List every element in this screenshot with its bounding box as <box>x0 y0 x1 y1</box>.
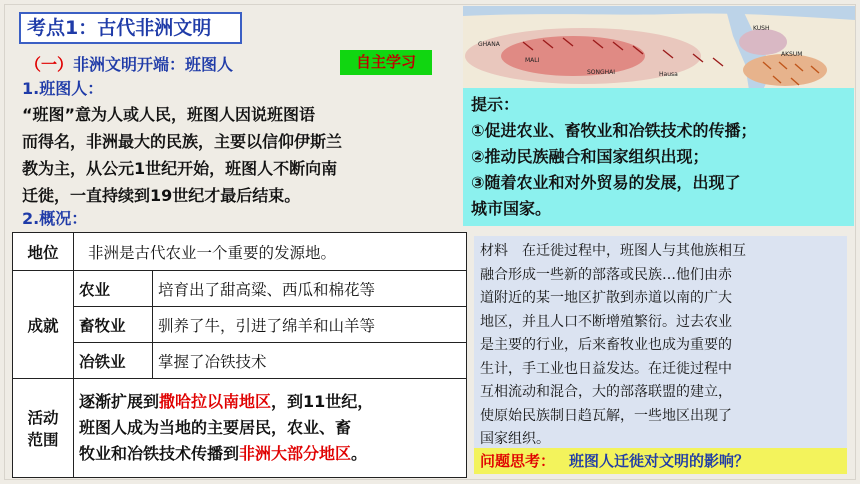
material-line: 道附近的某一地区扩散到赤道以南的广大 <box>480 290 732 306</box>
hint-box <box>463 88 854 226</box>
table-row <box>13 271 467 307</box>
achievement-name: 农业 <box>74 271 153 307</box>
achievement-name: 畜牧业 <box>74 307 153 343</box>
scope-text <box>74 379 467 478</box>
hint-label: 提示： <box>471 95 520 114</box>
scope-text-part: 逐渐扩展到 <box>79 392 160 411</box>
overview-table <box>12 232 467 478</box>
question-label: 问题思考： <box>480 452 556 470</box>
table-row <box>13 233 467 271</box>
scope-text-part: ，到11世纪， <box>271 392 374 411</box>
scope-text-part: 班图人成为当地的主要居民，农业、畜 <box>79 418 352 437</box>
hint-item: ①促进农业、畜牧业和冶铁技术的传播； <box>471 121 757 140</box>
material-line: 材料 在迁徙过程中，班图人与其他族相互 <box>480 243 746 259</box>
achievement-text: 培育出了甜高粱、西瓜和棉花等 <box>153 271 467 307</box>
material-line: 国家组织。 <box>480 431 550 447</box>
africa-map-image <box>463 6 855 90</box>
description-line: 迁徙，一直持续到19世纪才最后结束。 <box>22 186 301 205</box>
section1-heading: 1.班图人： <box>22 79 104 98</box>
material-line: 互相流动和混合，大的部落联盟的建立， <box>480 384 732 400</box>
slide-title: 考点1：古代非洲文明 <box>19 12 242 44</box>
location-text: 非洲是古代农业一个重要的发源地。 <box>74 233 467 271</box>
scope-label <box>13 379 74 478</box>
table-row <box>13 379 467 478</box>
scope-highlight: 撒哈拉以南地区 <box>159 392 272 411</box>
scope-label-line: 活动 <box>27 409 59 427</box>
subtitle <box>25 52 233 75</box>
subtitle-prefix: （一） <box>25 55 74 74</box>
material-line: 融合形成一些新的部落或民族…他们由赤 <box>480 266 732 283</box>
material-box <box>474 236 847 448</box>
achievement-name: 冶铁业 <box>74 343 153 379</box>
map-svg <box>463 6 855 90</box>
table-row <box>13 307 467 343</box>
question-box <box>474 448 847 474</box>
scope-label-line: 范围 <box>27 431 59 449</box>
subtitle-text: 非洲文明开端：班图人 <box>73 55 234 74</box>
map-label: MALI <box>525 57 540 64</box>
description-line: 教为主，从公元1世纪开始，班图人不断向南 <box>22 159 338 178</box>
hint-item: ③随着农业和对外贸易的发展，出现了 <box>471 173 741 192</box>
map-label: SONGHAI <box>587 69 616 76</box>
material-line: 是主要的行业，后来畜牧业也成为重要的 <box>480 337 732 353</box>
achievement-text: 驯养了牛，引进了绵羊和山羊等 <box>153 307 467 343</box>
map-label: AKSUM <box>781 51 803 58</box>
description-line: 而得名，非洲最大的民族，主要以信仰伊斯兰 <box>22 132 343 151</box>
map-label: Hausa <box>659 71 678 78</box>
hint-item: ②推动民族融合和国家组织出现； <box>471 147 709 166</box>
hint-item: 城市国家。 <box>471 199 552 218</box>
achievement-text: 掌握了冶铁技术 <box>153 343 467 379</box>
material-line: 地区，并且人口不断增殖繁衍。过去农业 <box>480 313 732 330</box>
achievements-label: 成就 <box>13 271 74 379</box>
description-line: “班图”意为人或人民，班图人因说班图语 <box>22 105 316 124</box>
question-text: 班图人迁徙对文明的影响？ <box>569 452 750 470</box>
section2-heading: 2.概况： <box>22 209 88 228</box>
material-line: 生计，手工业也日益发达。在迁徙过程中 <box>480 360 732 377</box>
map-label: GHANA <box>478 41 500 48</box>
material-line: 使原始民族制日趋瓦解，一些地区出现了 <box>480 407 732 424</box>
scope-highlight: 非洲大部分地区 <box>239 444 352 463</box>
scope-text-part: 。 <box>351 444 368 463</box>
bantu-description <box>22 101 462 209</box>
map-label: KUSH <box>753 25 770 32</box>
self-study-badge: 自主学习 <box>340 50 432 75</box>
table-row <box>13 343 467 379</box>
location-label: 地位 <box>13 233 74 271</box>
scope-text-part: 牧业和冶铁技术传播到 <box>79 444 240 463</box>
